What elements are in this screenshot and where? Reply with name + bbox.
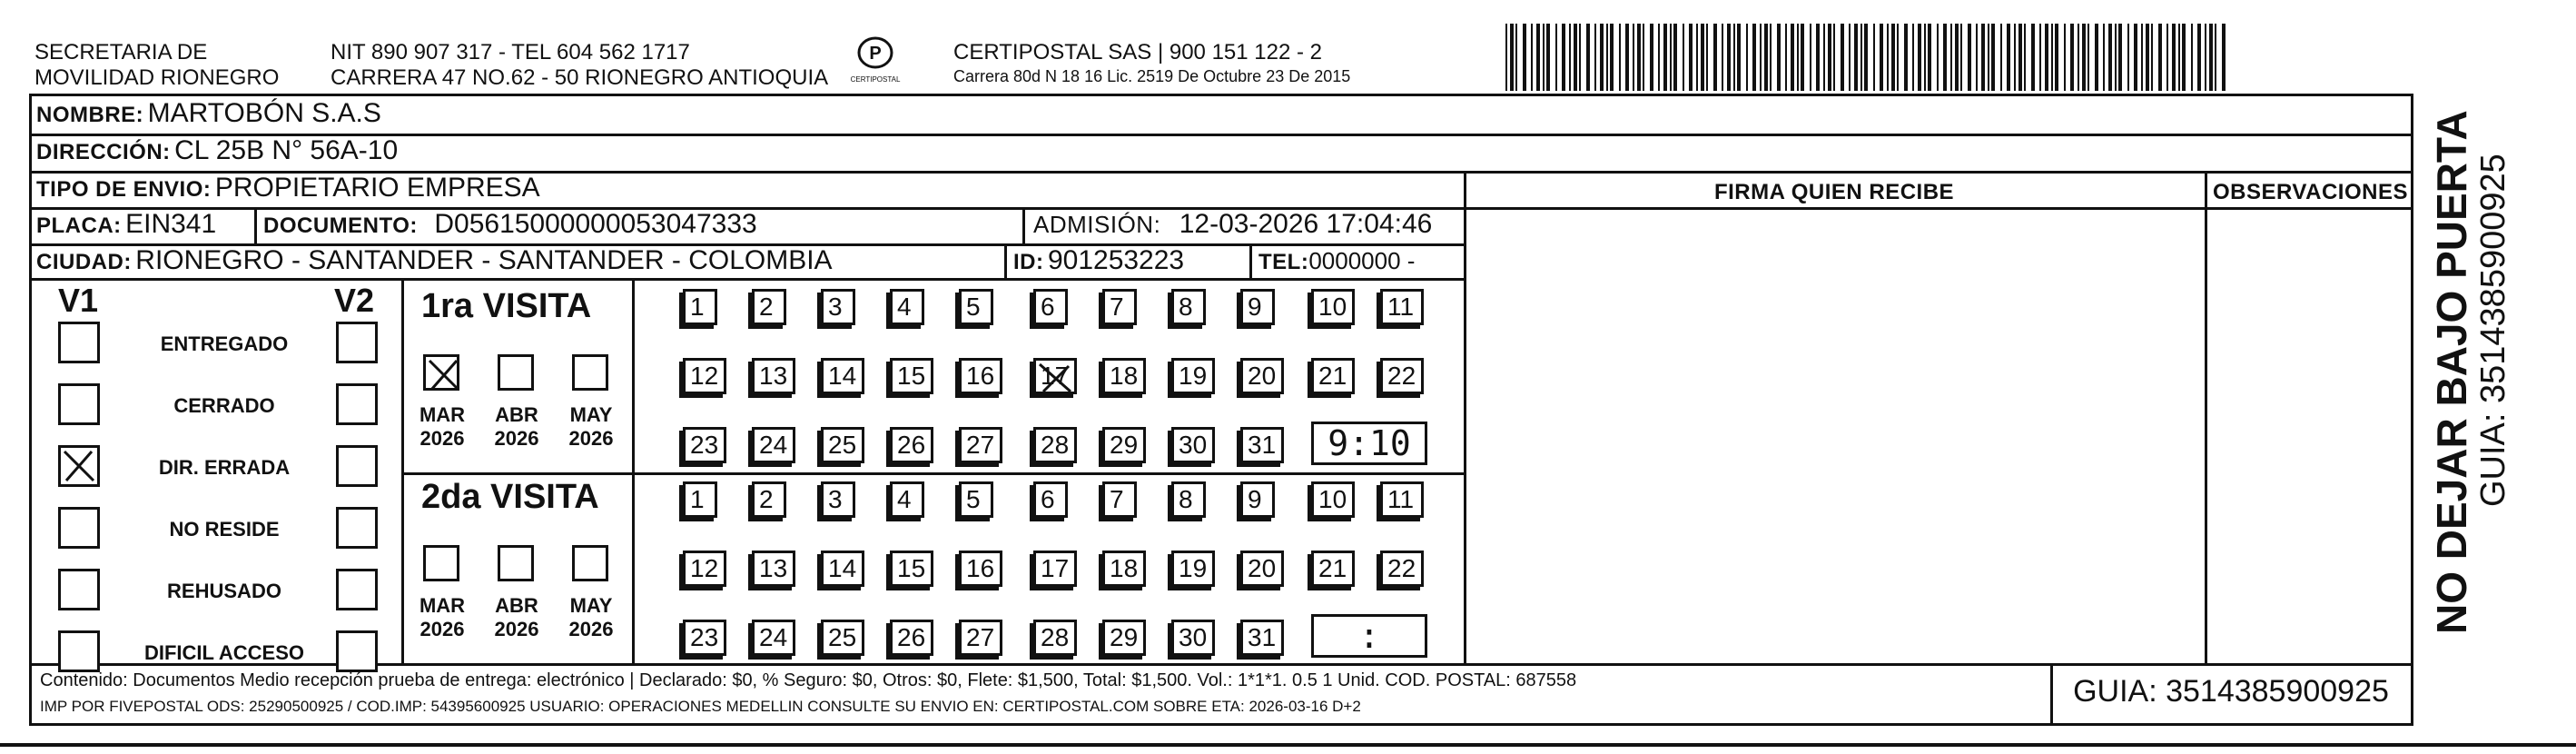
org-name (35, 40, 279, 91)
visit2-title: 2da VISITA (421, 478, 599, 516)
visit1-day-box[interactable]: 14 (821, 358, 864, 394)
placa-value: EIN341 (125, 209, 217, 239)
placa-label: PLACA: (36, 213, 122, 238)
visit2-day-box[interactable]: 26 (890, 620, 933, 656)
visit1-day-box[interactable]: 4 (890, 289, 924, 325)
tipo-envio-label: TIPO DE ENVIO: (36, 177, 212, 202)
status-label: DIFICIL ACCESO (143, 641, 304, 664)
id-label: ID: (1013, 250, 1044, 274)
ciudad-cell (36, 245, 833, 276)
visit2-day-box[interactable]: 13 (752, 551, 795, 587)
status-label: ENTREGADO (160, 332, 289, 355)
visit1-month-checkbox[interactable] (572, 354, 608, 391)
visit2-month-label: ABR 2026 (494, 594, 539, 640)
nit-block (331, 40, 828, 91)
certi-line-1: CERTIPOSTAL SAS | 900 151 122 - 2 (953, 40, 1322, 64)
firma-header: FIRMA QUIEN RECIBE (1713, 180, 1955, 204)
visit2-day-box[interactable]: 3 (821, 481, 855, 518)
status-label: REHUSADO (167, 580, 281, 602)
visit1-day-box[interactable]: 3 (821, 289, 855, 325)
visit2-month-label: MAR 2026 (419, 594, 466, 640)
visit1-day-box[interactable]: 16 (959, 358, 1002, 394)
visit2-day-box[interactable]: 4 (890, 481, 924, 518)
visit2-day-box[interactable]: 25 (821, 620, 864, 656)
visit2-day-box[interactable]: 14 (821, 551, 864, 587)
placa-cell (36, 209, 216, 240)
ciudad-value: RIONEGRO - SANTANDER - SANTANDER - COLOMBIA (135, 245, 833, 275)
visit2-day-box[interactable]: 18 (1102, 551, 1146, 587)
visit1-month-checkbox[interactable] (498, 354, 534, 391)
visit1-day-box[interactable]: 26 (890, 427, 933, 463)
visit2-day-box[interactable]: 7 (1102, 481, 1137, 518)
visit2-day-box[interactable]: 30 (1171, 620, 1215, 656)
barcode-icon (1505, 24, 2232, 91)
visit1-day-box[interactable]: 22 (1380, 358, 1424, 394)
certi-line-2: Carrera 80d N 18 16 Lic. 2519 De Octubre 23 De 2015 (953, 67, 1351, 85)
visit1-day-box[interactable]: 12 (683, 358, 726, 394)
v2-checkbox[interactable] (336, 507, 378, 549)
status-label: CERRADO (173, 394, 275, 417)
tel-label: TEL: (1258, 250, 1309, 274)
status-label: DIR. ERRADA (158, 456, 291, 479)
visit1-month-label: MAR 2026 (419, 403, 466, 450)
v1-checkbox[interactable] (58, 507, 100, 549)
visit2-day-box[interactable]: 29 (1102, 620, 1146, 656)
nombre-row (36, 98, 381, 129)
documento-label: DOCUMENTO: (263, 213, 418, 238)
visit2-day-box[interactable]: 27 (959, 620, 1002, 656)
visit2-day-box[interactable]: 9 (1240, 481, 1275, 518)
documento-value: D05615000000053047333 (434, 209, 757, 239)
side-notice (2421, 110, 2539, 636)
v1-checkbox[interactable] (58, 569, 100, 610)
visit1-day-box[interactable]: 20 (1240, 358, 1284, 394)
visit2-day-box[interactable]: 6 (1033, 481, 1068, 518)
tipo-envio-row (36, 173, 540, 203)
nombre-value: MARTOBÓN S.A.S (147, 98, 381, 128)
ciudad-label: CIUDAD: (36, 250, 132, 274)
visit2-day-box[interactable]: 19 (1171, 551, 1215, 587)
certipostal-block (953, 40, 1350, 87)
side-notice-text: NO DEJAR BAJO PUERTA (2428, 110, 2475, 634)
visit1-day-box[interactable]: 24 (752, 427, 795, 463)
visit2-day-box[interactable]: 16 (959, 551, 1002, 587)
visit2-day-box[interactable]: 22 (1380, 551, 1424, 587)
visit1-day-box[interactable]: 5 (959, 289, 993, 325)
visit2-day-box[interactable]: 8 (1171, 481, 1206, 518)
visit1-day-box[interactable]: 31 (1240, 427, 1284, 463)
visit1-day-box[interactable]: 23 (683, 427, 726, 463)
visit1-day-box[interactable]: 17 (1033, 358, 1077, 394)
visit2-month-checkbox[interactable] (498, 545, 534, 581)
visit1-month-checkbox[interactable] (423, 354, 459, 391)
v2-checkbox[interactable] (336, 322, 378, 363)
visit1-day-box[interactable]: 21 (1311, 358, 1355, 394)
footer-line-1: Contenido: Documentos Medio recepción prueba de entrega: electrónico | Declarado: $0, % Seguro: $0, Otros: $0, Flete: $1,500, Total: $1,500. Vol.: 1*1*1. 0.5 1 Unid. COD. POSTAL: 687558 (40, 670, 1577, 690)
v1-checkbox[interactable] (58, 322, 100, 363)
v2-checkbox[interactable] (336, 630, 378, 672)
visit1-day-box[interactable]: 2 (752, 289, 786, 325)
visit1-day-box[interactable]: 28 (1033, 427, 1077, 463)
footer-line-2: IMP POR FIVEPOSTAL ODS: 25290500925 / COD.IMP: 54395600925 USUARIO: OPERACIONES MEDELLIN CONSULTE SU ENVIO EN: CERTIPOSTAL.COM SOBRE ETA: 2026-03-16 D+2 (40, 698, 1361, 715)
visit1-day-box[interactable]: 6 (1033, 289, 1068, 325)
tipo-envio-value: PROPIETARIO EMPRESA (214, 173, 540, 203)
v1-label: V1 (58, 282, 99, 319)
visit2-day-box[interactable]: 31 (1240, 620, 1284, 656)
visit1-day-box[interactable]: 19 (1171, 358, 1215, 394)
v2-checkbox[interactable] (336, 445, 378, 487)
visit2-day-box[interactable]: 15 (890, 551, 933, 587)
id-value: 901253223 (1047, 245, 1185, 275)
v2-checkbox[interactable] (336, 383, 378, 425)
nit-line-2: CARRERA 47 NO.62 - 50 RIONEGRO ANTIOQUIA (331, 65, 829, 90)
svg-text:P: P (869, 44, 882, 64)
id-cell (1013, 245, 1184, 276)
visit2-day-box[interactable]: 11 (1380, 481, 1424, 518)
certipostal-logo (850, 35, 901, 85)
v1-checkbox[interactable] (58, 630, 100, 672)
direccion-value: CL 25B N° 56A-10 (174, 135, 399, 165)
visit1-day-box[interactable]: 10 (1311, 289, 1355, 325)
admision-cell (1033, 209, 1432, 240)
visit2-day-box[interactable]: 5 (959, 481, 993, 518)
visit1-title: 1ra VISITA (421, 287, 592, 325)
visit2-day-box[interactable]: 28 (1033, 620, 1077, 656)
visit2-day-box[interactable]: 20 (1240, 551, 1284, 587)
admision-value: 12-03-2026 17:04:46 (1179, 209, 1433, 239)
svg-text:CERTIPOSTAL: CERTIPOSTAL (850, 75, 901, 84)
visit2-day-box[interactable]: 2 (752, 481, 786, 518)
visit1-day-box[interactable]: 27 (959, 427, 1002, 463)
visit1-month-label: MAY 2026 (568, 403, 614, 450)
visit1-day-box[interactable]: 7 (1102, 289, 1137, 325)
v2-label: V2 (334, 282, 375, 319)
visit1-day-box[interactable]: 1 (683, 289, 717, 325)
visit2-day-box[interactable]: 1 (683, 481, 717, 518)
visit1-day-box[interactable]: 18 (1102, 358, 1146, 394)
visit2-day-box[interactable]: 24 (752, 620, 795, 656)
direccion-row (36, 135, 398, 166)
visit1-month-label: ABR 2026 (494, 403, 539, 450)
visit2-day-box[interactable]: 21 (1311, 551, 1355, 587)
status-label: NO RESIDE (169, 518, 280, 541)
visit1-day-box[interactable]: 9 (1240, 289, 1275, 325)
nombre-label: NOMBRE: (36, 103, 144, 127)
visit2-time-box[interactable]: : (1311, 614, 1427, 658)
visit2-month-checkbox[interactable] (423, 545, 459, 581)
visit1-day-box[interactable]: 11 (1380, 289, 1424, 325)
visit2-day-box[interactable]: 10 (1311, 481, 1355, 518)
visit2-month-label: MAY 2026 (568, 594, 614, 640)
v1-checkbox[interactable] (58, 383, 100, 425)
observaciones-header: OBSERVACIONES (2213, 180, 2408, 204)
v1-checkbox[interactable] (58, 445, 100, 487)
tel-value: 0000000 - (1308, 247, 1416, 274)
tel-cell (1258, 247, 1415, 275)
visit1-day-box[interactable]: 13 (752, 358, 795, 394)
guia-box: GUIA: 3514385900925 (2073, 674, 2389, 709)
documento-cell (263, 209, 757, 240)
direccion-label: DIRECCIÓN: (36, 140, 171, 164)
visit1-day-box[interactable]: 29 (1102, 427, 1146, 463)
visit1-day-box[interactable]: 25 (821, 427, 864, 463)
visit1-time-box[interactable]: 9:10 (1311, 422, 1427, 465)
nit-line-1: NIT 890 907 317 - TEL 604 562 1717 (331, 40, 690, 64)
visit1-day-box[interactable]: 8 (1171, 289, 1206, 325)
visit2-month-checkbox[interactable] (572, 545, 608, 581)
v2-checkbox[interactable] (336, 569, 378, 610)
visit2-day-box[interactable]: 23 (683, 620, 726, 656)
logo-icon (850, 35, 901, 85)
visit1-day-box[interactable]: 15 (890, 358, 933, 394)
side-guia-text: GUIA: 3514385900925 (2474, 154, 2512, 507)
visit2-day-box[interactable]: 17 (1033, 551, 1077, 587)
admision-label: ADMISIÓN: (1033, 211, 1161, 238)
visit1-day-box[interactable]: 30 (1171, 427, 1215, 463)
visit2-day-box[interactable]: 12 (683, 551, 726, 587)
org-line-2: MOVILIDAD RIONEGRO (35, 65, 280, 90)
org-line-1: SECRETARIA DE (35, 40, 208, 64)
